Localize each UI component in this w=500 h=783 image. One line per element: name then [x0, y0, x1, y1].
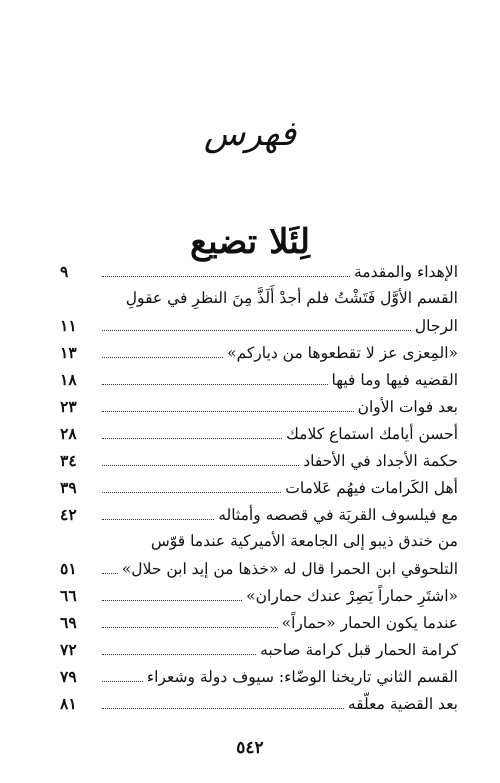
toc-entry-title: أهل الكَرامات فيهُم عَلامات	[285, 479, 458, 497]
toc-entry	[60, 501, 458, 528]
toc-entry-title: القضيه فيها وما فيها	[331, 371, 458, 389]
toc-entry-page: ٥١	[60, 559, 77, 578]
toc-entry-title: الإهداء والمقدمة	[353, 263, 458, 281]
toc-entry-title: مع فيلسوف القريَة في قصصه وأمثاله	[218, 506, 458, 524]
dot-leader	[102, 430, 282, 439]
book-title: لِئَلا تضيع	[189, 222, 311, 262]
toc-entry-page: ٦٩	[60, 613, 77, 632]
dot-leader	[102, 349, 223, 358]
toc-entry-title: القسم الثاني تاريخنا الوضّاء: سيوف دولة وشعراء	[146, 668, 458, 686]
dot-leader	[102, 592, 242, 601]
toc-entry	[60, 474, 458, 501]
toc-entry-page: ١١	[60, 316, 77, 335]
toc-entry-page: ٢٣	[60, 397, 77, 416]
toc-entry	[60, 312, 458, 339]
toc-entry-title: أحسن أيامك استماع كلامك	[286, 425, 458, 443]
toc-entry	[60, 339, 458, 366]
dot-leader	[102, 565, 118, 574]
dot-leader	[102, 457, 299, 466]
toc-entry-page: ٣٤	[60, 451, 77, 470]
toc-entry	[60, 690, 458, 717]
toc-entry-title: كرامة الحمار قبل كرامة صاحبه	[260, 641, 458, 659]
dot-leader	[102, 403, 354, 412]
toc-entry	[60, 582, 458, 609]
toc-entry-page: ٢٨	[60, 424, 77, 443]
toc-entry-title: حكمة الأجداد في الأحفاد	[303, 452, 458, 470]
page-number: ٥٤٢	[236, 738, 264, 758]
toc-entry-page: ٤٢	[60, 505, 77, 524]
dot-leader	[102, 484, 281, 493]
page-heading: فهرس	[203, 114, 297, 154]
dot-leader	[102, 511, 214, 520]
dot-leader	[102, 646, 256, 655]
dot-leader	[102, 376, 328, 385]
toc-entry	[60, 447, 458, 474]
dot-leader	[102, 619, 278, 628]
toc-entry	[60, 609, 458, 636]
toc-entry	[60, 663, 458, 690]
toc-entry-title: من خندق ذيبو إلى الجامعة الأميركية عندما قوّس	[150, 532, 458, 550]
toc-entry-page: ٦٦	[60, 586, 77, 605]
toc-entry-page: ٨١	[60, 694, 77, 713]
toc-entry-title: بعد فوات الأوان	[357, 398, 458, 416]
toc-entry	[60, 393, 458, 420]
toc-entry-page: ٩	[60, 262, 69, 281]
toc-entry	[60, 366, 458, 393]
dot-leader	[102, 268, 350, 277]
toc-entry-title: عندما يكون الحمار «حماراً»	[281, 614, 458, 632]
toc-entry-page: ٧٩	[60, 667, 77, 686]
dot-leader	[102, 322, 411, 331]
toc-entry-title: القسم الأوَّل فَتَشْتُ فلم أجدْ أَلَذَّ مِنَ النظرِ في عقولِ	[125, 289, 458, 307]
toc-entry	[60, 258, 458, 285]
toc-entry	[60, 636, 458, 663]
toc-entry-page: ٣٩	[60, 478, 77, 497]
toc-entry-title: التلحوقي ابن الحمرا قال له «خذها من إيد ابن حلال»	[121, 560, 458, 578]
toc-entry	[60, 555, 458, 582]
toc-entry-title: «المِعزى عز لا تقطعوها من دياركم»	[227, 344, 458, 362]
dot-leader	[102, 700, 344, 709]
toc-entry-title: بعد القضية معلّقه	[347, 695, 458, 713]
toc-entry-page: ١٣	[60, 343, 77, 362]
toc-entry-page: ١٨	[60, 370, 77, 389]
toc-entry-page: ٧٢	[60, 640, 77, 659]
toc-entry	[60, 528, 458, 555]
dot-leader	[102, 673, 143, 682]
toc-entry	[60, 420, 458, 447]
toc-entry-title: الرجال	[414, 317, 458, 335]
toc-entry	[60, 285, 458, 312]
table-of-contents	[60, 258, 458, 717]
toc-entry-title: «اشتَرِ حماراً يَصِرْ عندك حماران»	[246, 587, 458, 605]
